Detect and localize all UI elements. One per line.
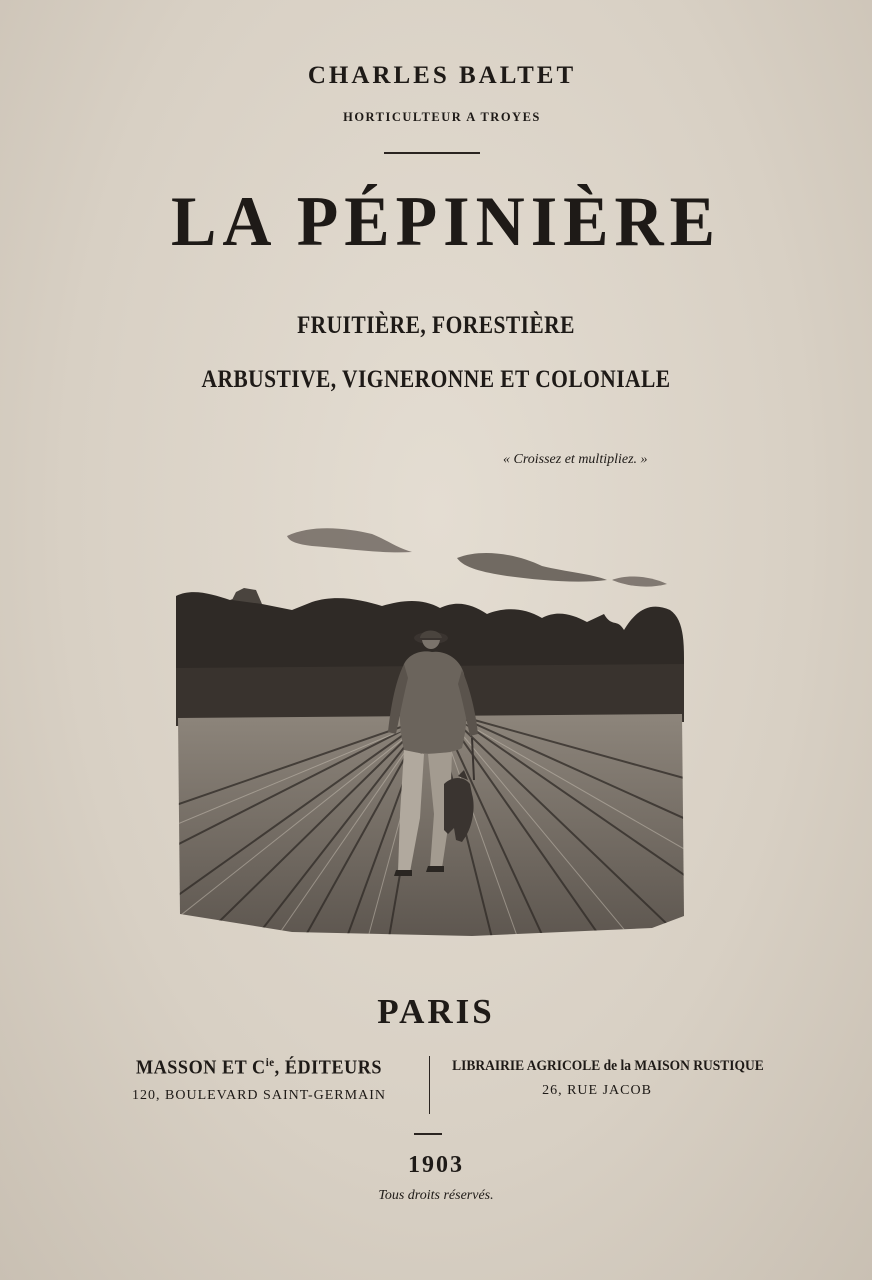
rights-notice: Tous droits réservés.	[378, 1188, 494, 1203]
epigraph: « Croissez et multipliez. »	[503, 452, 648, 467]
publisher-left-name	[107, 1056, 410, 1080]
publisher-right-name: LIBRAIRIE AGRICOLE de la MAISON RUSTIQUE	[452, 1058, 764, 1074]
author-profession: HORTICULTEUR A TROYES	[343, 110, 541, 124]
book-title: LA PÉPINIÈRE	[171, 181, 721, 261]
top-rule	[384, 152, 480, 154]
publisher-left-name-suffix: , ÉDITEURS	[274, 1057, 383, 1079]
subtitle-line-1: FRUITIÈRE, FORESTIÈRE	[297, 312, 575, 339]
publisher-left-name-sup: ie	[265, 1056, 275, 1069]
publisher-left-address: 120, BOULEVARD SAINT-GERMAIN	[132, 1087, 386, 1103]
publisher-divider	[429, 1056, 430, 1114]
publisher-right	[436, 1058, 764, 1099]
farmer-with-dog-in-plowed-field-icon	[172, 518, 688, 942]
publisher-left-name-prefix: MASSON ET C	[135, 1057, 266, 1079]
publisher-left	[96, 1056, 422, 1104]
publication-year: 1903	[408, 1152, 464, 1178]
publisher-right-address: 26, RUE JACOB	[542, 1083, 652, 1098]
publication-city: PARIS	[377, 992, 495, 1031]
subtitle-line-2: ARBUSTIVE, VIGNERONNE ET COLONIALE	[201, 366, 671, 393]
bottom-rule	[414, 1133, 442, 1135]
author-name: CHARLES BALTET	[307, 62, 577, 89]
